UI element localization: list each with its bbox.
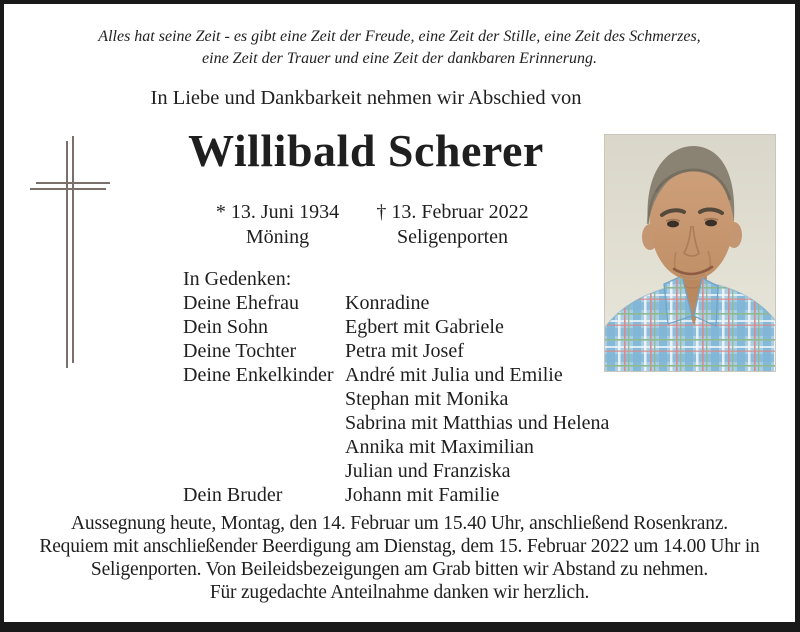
relation-label: Dein Sohn [183,316,268,338]
funeral-line-2: Requiem mit anschließender Beerdigung am Dienstag, dem 15. Februar 2022 um 14.00 Uhr in [39,536,760,557]
funeral-details [4,512,795,604]
relation-label: Deine Ehefrau [183,292,300,314]
cross-horizontal-line-2 [30,188,106,190]
memorial-row [183,435,609,459]
epigraph [4,26,795,70]
portrait-photo-drawing [604,134,776,372]
epigraph-line-2: eine Zeit der Trauer und eine Zeit der dankbaren Erinnerung. [202,50,597,67]
relation-names: Sabrina mit Matthias und Helena [345,412,610,434]
memorial-row [183,411,609,435]
funeral-line-1: Aussegnung heute, Montag, den 14. Februar um 15.40 Uhr, anschließend Rosenkranz. [71,513,728,534]
death-column [365,200,540,250]
memorial-row [183,459,609,483]
relation-names: Konradine [345,292,430,314]
relation-names: Johann mit Familie [345,484,500,506]
cross-horizontal-line-1 [36,182,110,184]
memorial-row [183,483,609,507]
memorial-row [183,291,609,315]
relation-names: Egbert mit Gabriele [345,316,504,338]
memorial-row [183,339,609,363]
funeral-line-3: Seligenporten. Von Beileidsbezeigungen am Grab bitten wir Abstand zu nehmen. [90,559,709,580]
epigraph-line-1: Alles hat seine Zeit - es gibt eine Zeit der Freude, eine Zeit der Stille, eine Zeit des Schmerzes, [98,28,701,45]
funeral-line-4: Für zugedachte Anteilnahme danken wir herzlich. [209,582,590,603]
relation-label: Deine Tochter [183,340,297,362]
relation-names: Julian und Franziska [345,460,511,482]
birth-place: Möning [245,226,310,248]
relation-label: Deine Enkelkinder [183,364,334,386]
memorial-row [183,315,609,339]
memorial-heading: In Gedenken: [183,268,292,290]
death-date: † 13. Februar 2022 [376,201,529,223]
intro-line: In Liebe und Dankbarkeit nehmen wir Abschied von [150,87,582,109]
birth-date: * 13. Juni 1934 [215,201,340,223]
deceased-name: Willibald Scherer [188,125,544,176]
relation-names: André mit Julia und Emilie [345,364,563,386]
memorial-row [183,363,609,387]
relation-label: Dein Bruder [183,484,283,506]
memorial-row [183,387,609,411]
life-dates [190,200,540,250]
portrait-photo [604,134,776,372]
birth-column [190,200,365,250]
memorial-list [183,267,609,507]
death-place: Seligenporten [396,226,509,248]
relation-names: Stephan mit Monika [345,388,509,410]
relation-names: Annika mit Maximilian [345,436,534,458]
relation-names: Petra mit Josef [345,340,464,362]
